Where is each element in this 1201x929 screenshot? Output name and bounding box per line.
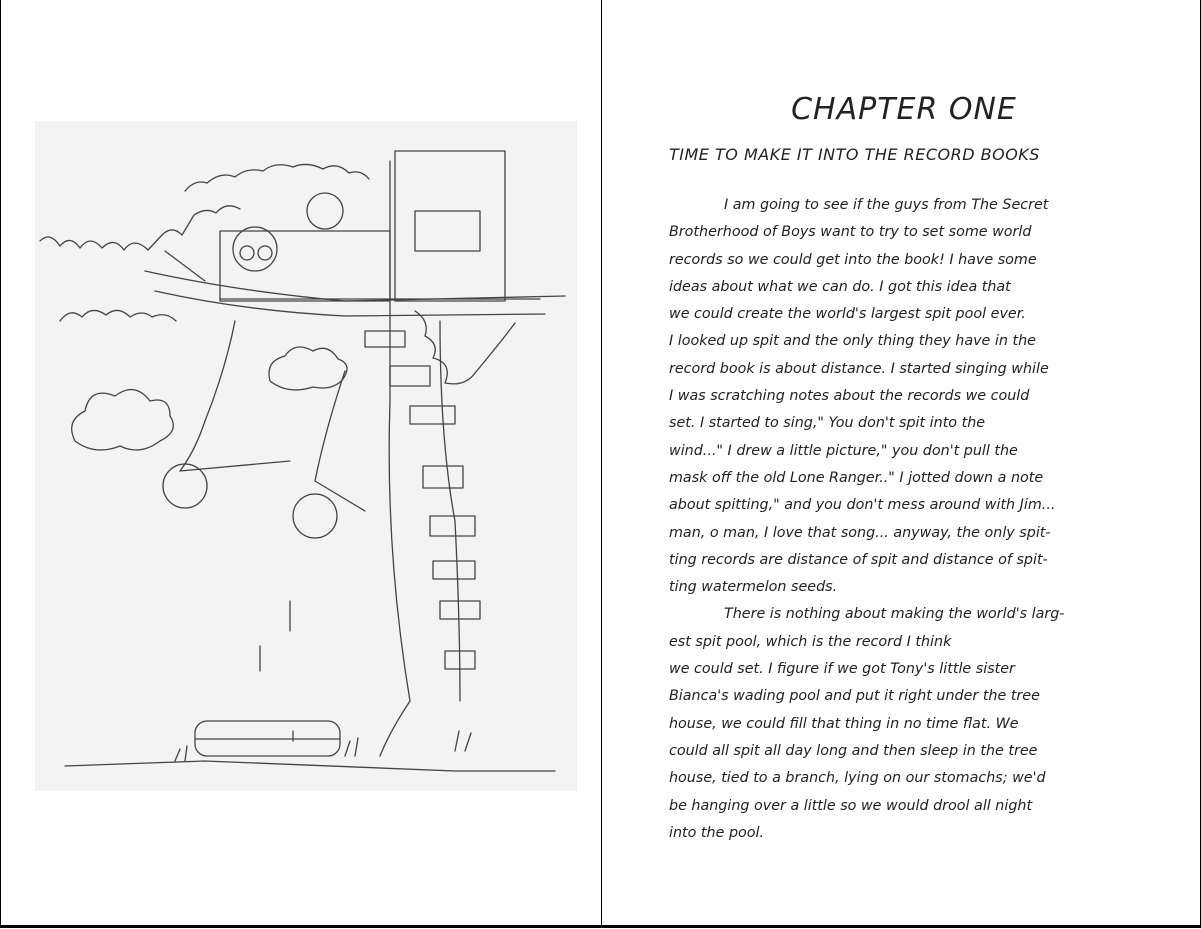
tree-branch <box>155 291 545 316</box>
paragraph-line: There is nothing about making the world's larg- <box>724 606 1065 623</box>
paragraph-line: into the pool. <box>669 824 765 841</box>
paragraph-line: house, tied to a branch, lying on our stomachs; we'd <box>669 770 1046 787</box>
paragraph-line: I am going to see if the guys from The Secret <box>724 197 1049 213</box>
tree-branch <box>145 271 565 301</box>
paragraph-line: set. I started to sing," You don't spit into the <box>669 415 986 432</box>
paragraph-line: we could create the world's largest spit pool ever. <box>669 306 1026 323</box>
kid-head <box>293 494 337 538</box>
paragraph-line: could all spit all day long and then sleep in the tree <box>669 742 1038 759</box>
foliage <box>185 164 369 191</box>
paragraph-line: wind..." I drew a little picture," you don't pull the <box>669 442 1018 459</box>
hanging-kid <box>180 321 290 471</box>
paragraph-line: est spit pool, which is the record I think <box>669 633 952 650</box>
treehouse-illustration <box>35 121 577 791</box>
paragraph-line: be hanging over a little so we would drool all night <box>669 797 1033 814</box>
paragraph-line: I looked up spit and the only thing they have in the <box>669 333 1036 350</box>
chapter-body <box>669 192 1149 847</box>
ladder-rung <box>365 331 405 347</box>
ground <box>65 761 555 771</box>
paragraph-line: records so we could get into the book! I have some <box>669 251 1037 268</box>
paragraph-line: ting records are distance of spit and distance of spit- <box>669 551 1048 568</box>
paragraph-line: Brotherhood of Boys want to try to set some world <box>669 224 1032 241</box>
page-gutter <box>601 0 602 925</box>
ladder-rung <box>430 516 475 536</box>
chapter-subtitle: TIME TO MAKE IT INTO THE RECORD BOOKS <box>669 145 1040 164</box>
tree-trunk <box>440 321 460 701</box>
treehouse <box>220 231 390 301</box>
paragraph-line: mask off the old Lone Ranger.." I jotted down a note <box>669 469 1044 486</box>
cloud <box>269 347 347 390</box>
treehouse-window <box>415 211 480 251</box>
text-page <box>669 86 1149 847</box>
paragraph-line: we could set. I figure if we got Tony's little sister <box>669 661 1015 678</box>
paragraph-line: about spitting," and you don't mess around with Jim... <box>669 497 1056 514</box>
ladder-rung <box>433 561 475 579</box>
foliage <box>60 310 176 321</box>
paragraph-line: man, o man, I love that song... anyway, the only spit- <box>669 524 1051 541</box>
treehouse <box>395 151 505 301</box>
paragraph-line: Bianca's wading pool and put it right under the tree <box>669 688 1040 705</box>
paragraph-line: ting watermelon seeds. <box>669 579 838 596</box>
ladder-rung <box>410 406 455 424</box>
paragraph-line: I was scratching notes about the records we could <box>669 388 1030 405</box>
kid-head <box>307 193 343 229</box>
ladder-rung <box>423 466 463 488</box>
paragraph-line: record book is about distance. I started singing while <box>669 360 1049 377</box>
foliage <box>40 206 240 250</box>
paragraph-line: ideas about what we can do. I got this idea that <box>669 278 1011 295</box>
ladder-rung <box>390 366 430 386</box>
ladder-rung <box>440 601 480 619</box>
pencil-sketch <box>35 121 577 791</box>
cloud <box>72 390 174 450</box>
chapter-title: CHAPTER ONE <box>791 92 1017 127</box>
paragraph-line: house, we could fill that thing in no time flat. We <box>669 715 1019 732</box>
hanging-kid <box>315 371 365 511</box>
